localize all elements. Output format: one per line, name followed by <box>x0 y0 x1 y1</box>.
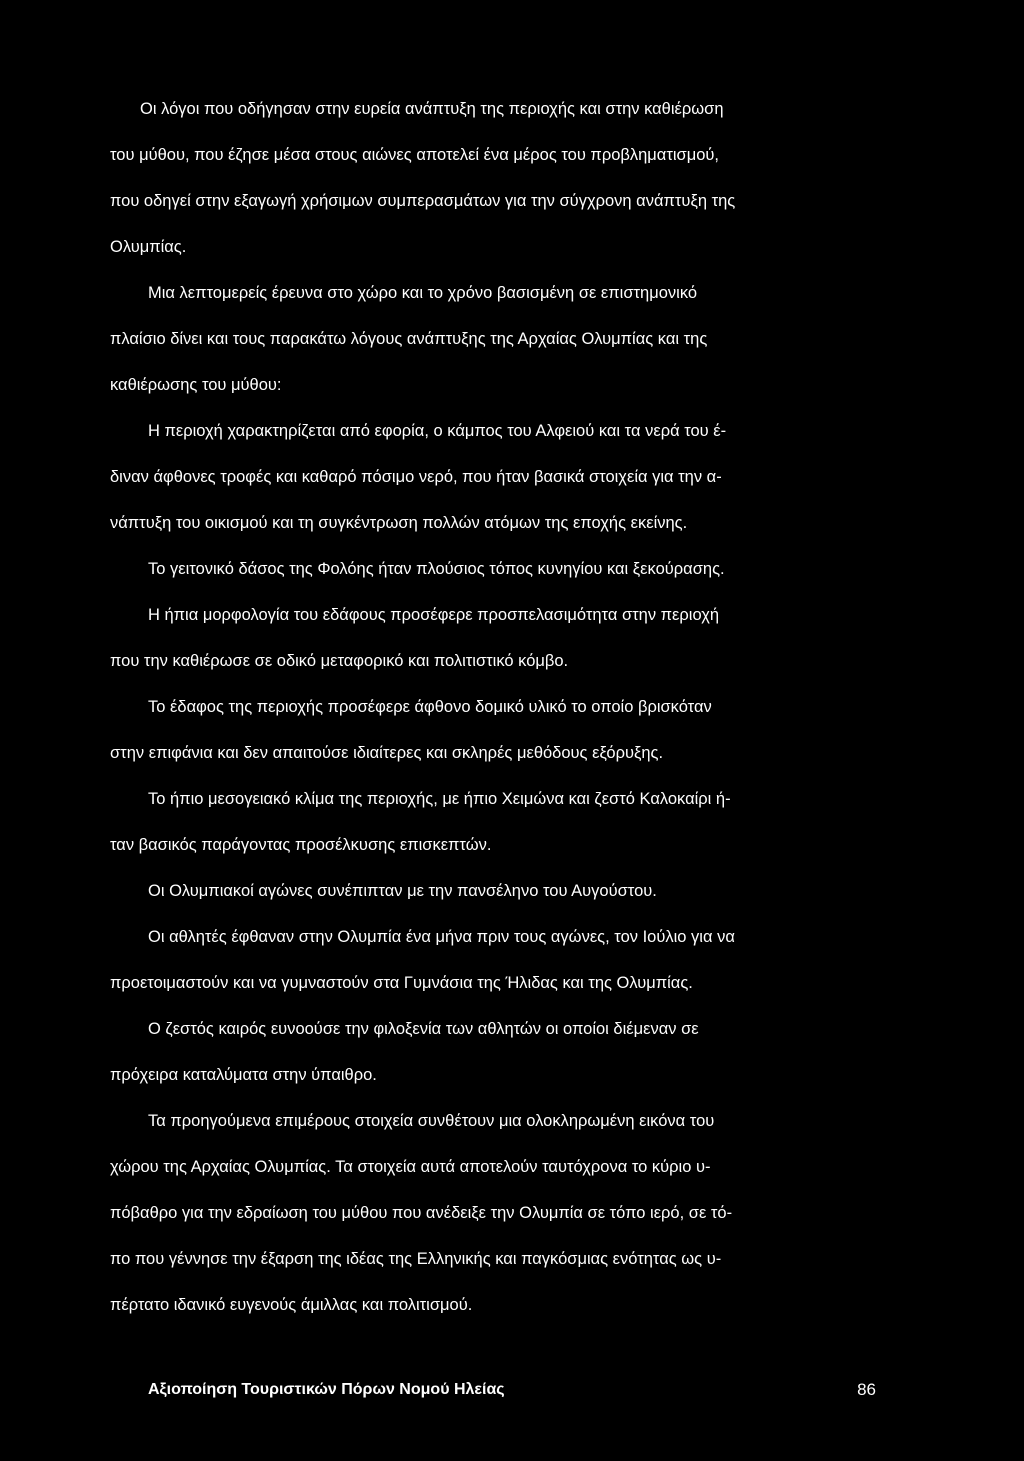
text-line: του μύθου, που έζησε μέσα στους αιώνες αποτελεί ένα μέρος του προβληματισμού, <box>110 146 720 164</box>
text-line: πρόχειρα καταλύματα στην ύπαιθρο. <box>110 1066 377 1084</box>
text-line: χώρου της Αρχαίας Ολυμπίας. Τα στοιχεία αυτά αποτελούν ταυτόχρονα το κύριο υ- <box>110 1158 711 1176</box>
text-line: Το έδαφος της περιοχής προσέφερε άφθονο δομικό υλικό το οποίο βρισκόταν <box>148 698 712 716</box>
text-line: πλαίσιο δίνει και τους παρακάτω λόγους ανάπτυξης της Αρχαίας Ολυμπίας και της <box>110 330 708 348</box>
text-line: Το ήπιο μεσογειακό κλίμα της περιοχής, με ήπιο Χειμώνα και ζεστό Καλοκαίρι ή- <box>148 790 731 808</box>
text-line: πόβαθρο για την εδραίωση του μύθου που ανέδειξε την Ολυμπία σε τόπο ιερό, σε τό- <box>110 1204 733 1222</box>
text-line: Τα προηγούμενα επιμέρους στοιχεία συνθέτουν μια ολοκληρωμένη εικόνα του <box>148 1112 715 1130</box>
footer-title: Αξιοποίηση Τουριστικών Πόρων Νομού Ηλείας <box>148 1381 505 1398</box>
text-line: Η ήπια μορφολογία του εδάφους προσέφερε προσπελασιμότητα στην περιοχή <box>148 606 720 624</box>
page-number: 86 <box>857 1380 876 1399</box>
text-line: πο που γέννησε την έξαρση της ιδέας της Ελληνικής και παγκόσμιας ενότητας ως υ- <box>110 1250 722 1268</box>
body-text <box>110 94 866 1336</box>
text-line: Ολυμπίας. <box>110 238 187 256</box>
text-line: που την καθιέρωσε σε οδικό μεταφορικό και πολιτιστικό κόμβο. <box>110 652 569 670</box>
text-line: διναν άφθονες τροφές και καθαρό πόσιμο νερό, που ήταν βασικά στοιχεία για την α- <box>110 468 722 486</box>
text-line: Μια λεπτομερείς έρευνα στο χώρο και το χρόνο βασισμένη σε επιστημονικό <box>148 284 698 302</box>
text-line: νάπτυξη του οικισμού και τη συγκέντρωση πολλών ατόμων της εποχής εκείνης. <box>110 514 688 532</box>
text-line: Το γειτονικό δάσος της Φολόης ήταν πλούσιος τόπος κυνηγίου και ξεκούρασης. <box>148 560 725 578</box>
text-line: καθιέρωσης του μύθου: <box>110 376 282 394</box>
text-line: ταν βασικός παράγοντας προσέλκυσης επισκεπτών. <box>110 836 492 854</box>
text-line: Η περιοχή χαρακτηρίζεται από εφορία, ο κάμπος του Αλφειού και τα νερά του έ- <box>148 422 727 440</box>
text-line: Οι αθλητές έφθαναν στην Ολυμπία ένα μήνα πριν τους αγώνες, τον Ιούλιο για να <box>148 928 735 946</box>
text-line: Οι Ολυμπιακοί αγώνες συνέπιπταν με την πανσέληνο του Αυγούστου. <box>148 882 657 900</box>
text-line: προετοιμαστούν και να γυμναστούν στα Γυμνάσια της Ήλιδας και της Ολυμπίας. <box>110 974 693 992</box>
text-line: Οι λόγοι που οδήγησαν στην ευρεία ανάπτυξη της περιοχής και στην καθιέρωση <box>140 100 724 118</box>
text-line: πέρτατο ιδανικό ευγενούς άμιλλας και πολιτισμού. <box>110 1296 473 1314</box>
text-line: στην επιφάνια και δεν απαιτούσε ιδιαίτερες και σκληρές μεθόδους εξόρυξης. <box>110 744 664 762</box>
page-footer <box>148 1380 876 1400</box>
text-line: που οδηγεί στην εξαγωγή χρήσιμων συμπερασμάτων για την σύγχρονη ανάπτυξη της <box>110 192 736 210</box>
text-line: Ο ζεστός καιρός ευνοούσε την φιλοξενία των αθλητών οι οποίοι διέμεναν σε <box>148 1020 699 1038</box>
